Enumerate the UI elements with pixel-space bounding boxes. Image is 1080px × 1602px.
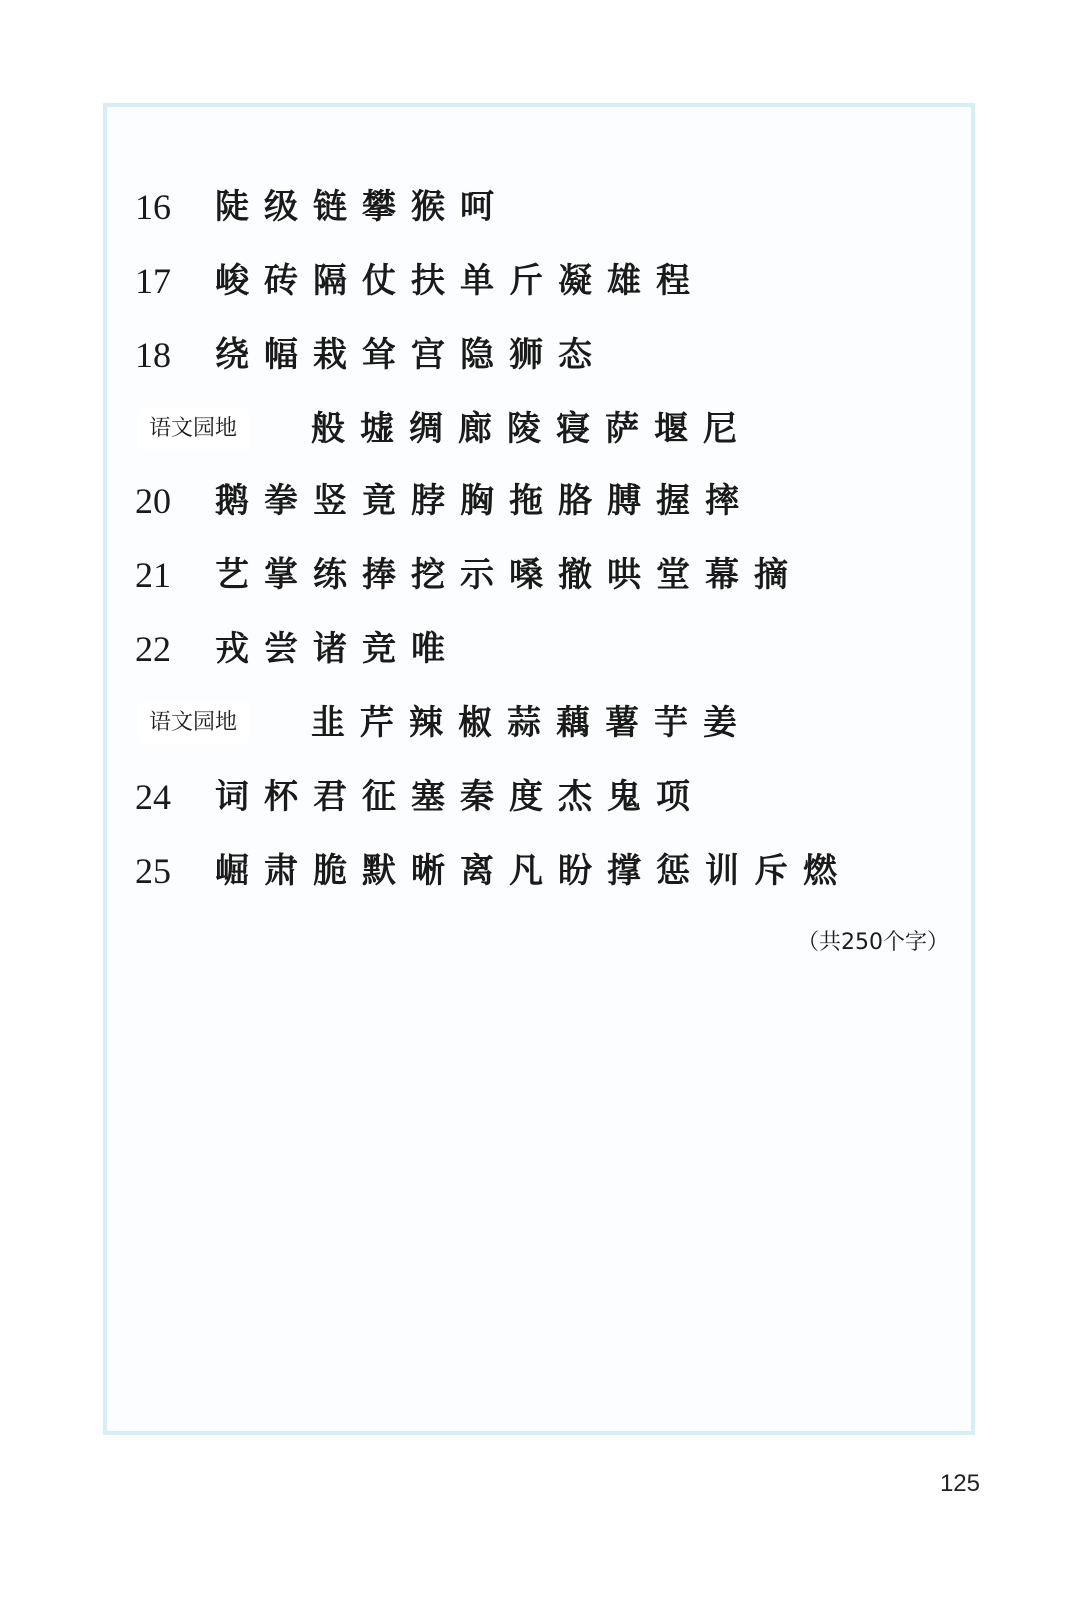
character-group: 崛肃脆默晰离凡盼撑惩训斥燃 xyxy=(215,851,852,891)
character-group: 般墟绸廊陵寝萨堰尼 xyxy=(311,409,752,449)
character-group: 词杯君征塞秦度杰鬼项 xyxy=(215,777,705,817)
page-number: 125 xyxy=(939,1470,980,1497)
lesson-number: 17 xyxy=(135,261,171,301)
character-group: 陡级链攀猴呵 xyxy=(215,187,509,227)
lesson-number: 20 xyxy=(135,481,171,521)
lesson-number: 21 xyxy=(135,555,171,595)
character-group: 鹅拳竖竟脖胸拖胳膊握摔 xyxy=(215,481,754,521)
character-group: 戎尝诸竞唯 xyxy=(215,629,460,669)
lesson-number: 24 xyxy=(135,777,171,817)
character-group: 绕幅栽耸宫隐狮态 xyxy=(215,335,607,375)
lesson-number: 25 xyxy=(135,851,171,891)
content-frame xyxy=(103,103,975,1435)
lesson-number: 18 xyxy=(135,335,171,375)
character-group: 峻砖隔仗扶单斤凝雄程 xyxy=(215,261,705,301)
chinese-garden-badge: 语文园地 xyxy=(137,409,249,449)
character-group: 韭芹辣椒蒜藕薯芋姜 xyxy=(311,703,752,743)
chinese-garden-badge: 语文园地 xyxy=(137,703,249,743)
character-total: （共250个字） xyxy=(797,930,949,955)
character-group: 艺掌练捧挖示嗓撤哄堂幕摘 xyxy=(215,555,803,595)
lesson-number: 22 xyxy=(135,629,171,669)
lesson-number: 16 xyxy=(135,187,171,227)
